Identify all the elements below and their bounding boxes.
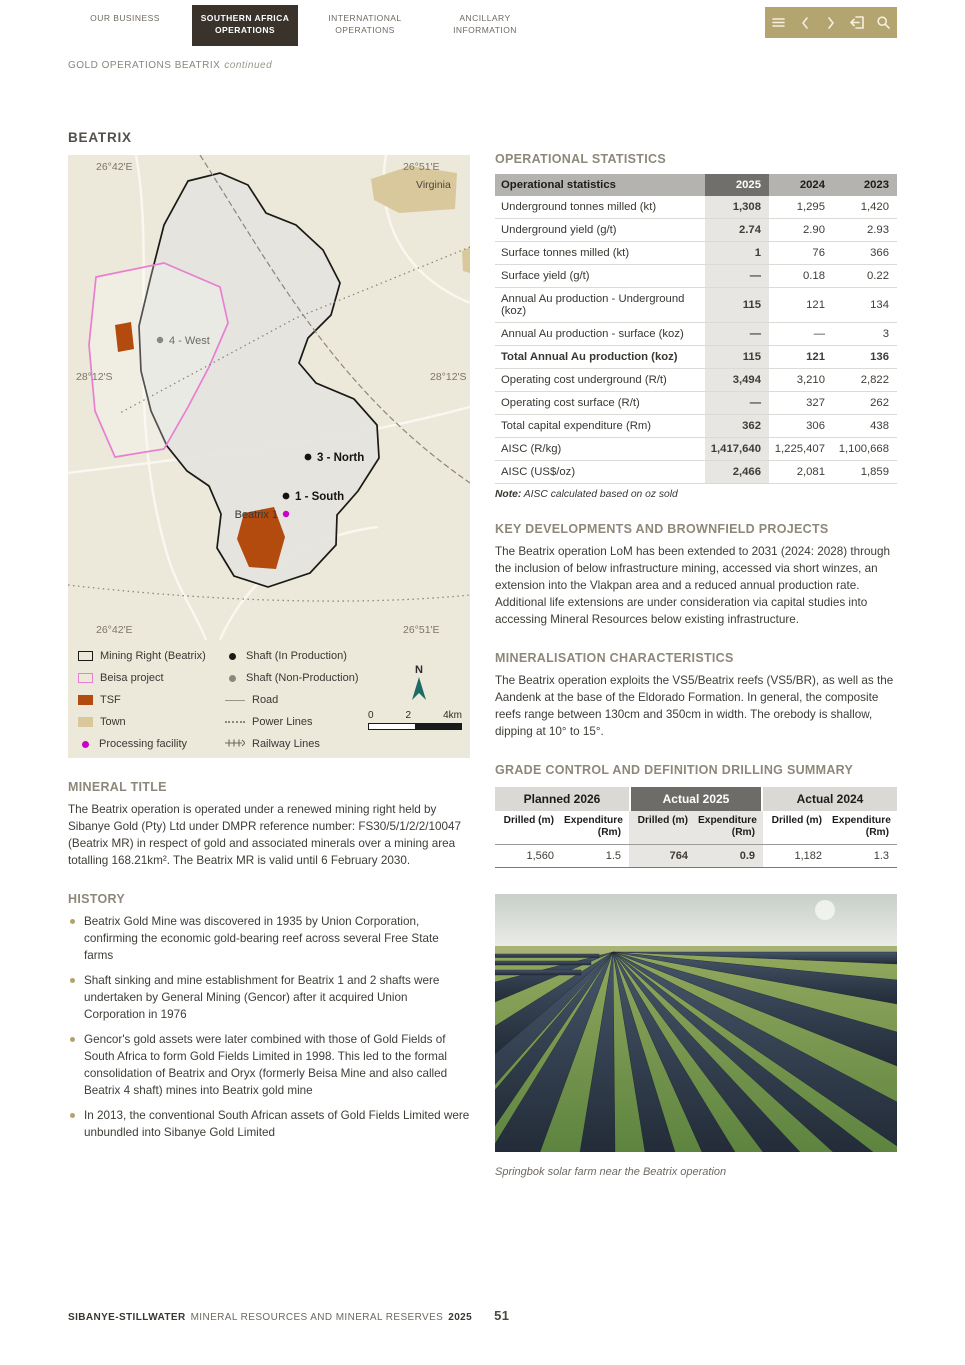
nav-tab-southern-africa-operations[interactable]: SOUTHERN AFRICA OPERATIONS (192, 5, 298, 46)
footer-year: 2025 (448, 1312, 473, 1323)
stats-value-2024: 0.18 (803, 270, 825, 282)
drilling-subcol-drilled: Drilled (m) (629, 811, 696, 845)
bullet-icon (70, 919, 75, 924)
drilling-subcol-expenditure: Expenditure (Rm) (696, 811, 763, 845)
stats-row (495, 438, 897, 461)
shaft-marker-1-south (283, 493, 290, 500)
nav-tab-ancillary-information[interactable]: ANCILLARY INFORMATION (453, 13, 517, 35)
history-list (68, 914, 470, 1142)
stats-note-text: AISC calculated based on oz sold (523, 489, 678, 500)
legend-item-beisa-project (78, 667, 224, 689)
drilling-value: 0.9 (696, 845, 763, 867)
history-text: Shaft sinking and mine establishment for Beatrix 1 and 2 shafts were undertaken by General Mining (Gencor) after it acquired Union Corporation in 1976 (84, 973, 440, 1021)
solar-farm-photo (495, 894, 897, 1157)
legend-label: Shaft (In Production) (246, 650, 347, 662)
section-heading-mineralisation: MINERALISATION CHARACTERISTICS (495, 650, 734, 665)
legend-item-mining-right (78, 645, 224, 667)
drilling-group-planned-2026: Planned 2026 (495, 787, 629, 811)
stats-row-label: Surface yield (g/t) (501, 270, 590, 282)
mining-right-swatch (78, 651, 93, 661)
map-figure (68, 155, 470, 758)
stats-value-2023: 262 (870, 397, 889, 409)
stats-row-label: Operating cost underground (R/t) (501, 374, 667, 386)
stats-value-2025: 115 (705, 288, 769, 322)
stats-header-row (495, 174, 897, 196)
top-navigation (72, 0, 538, 46)
scale-tick-0: 0 (368, 710, 374, 721)
drilling-group-header-row (495, 787, 897, 811)
stats-row (495, 461, 897, 484)
stats-value-2024: 2,081 (796, 466, 825, 478)
stats-value-2023: 134 (870, 299, 889, 311)
solar-farm-photo-image (495, 894, 897, 1152)
breadcrumb-suffix: continued (224, 60, 273, 71)
shaft-label-1-south: 1 - South (295, 491, 345, 503)
shaft-label-3-north: 3 - North (317, 452, 365, 464)
right-column (495, 152, 897, 1178)
legend-item-road (225, 689, 375, 711)
drilling-group-actual-2024: Actual 2024 (763, 787, 897, 811)
history-text: Beatrix Gold Mine was discovered in 1935 by Union Corporation, confirming the economic gold-bearing reef across several Free State farms (84, 914, 439, 962)
legend-label: Road (252, 694, 279, 706)
previous-page-button[interactable] (791, 7, 817, 38)
history-text: Gencor's gold assets were later combined with those of Gold Fields of South Africa to form Gold Fields Limited in 1998. This led to the formal consolidation of Beatrix and Oryx (formerly Beisa Mine and also called Beatrix 4 shaft) mines into Beatrix gold mine (84, 1032, 448, 1097)
legend-item-railway-lines (225, 733, 375, 755)
legend-column-areas (78, 645, 224, 755)
stats-value-2023: 1,100,668 (838, 443, 889, 455)
stats-row (495, 415, 897, 438)
stats-row-label: Surface tonnes milled (kt) (501, 247, 630, 259)
menu-icon (771, 15, 786, 30)
drilling-subcol-drilled: Drilled (m) (771, 814, 822, 826)
stats-value-2025: 3,494 (705, 369, 769, 391)
mineralisation-paragraph: The Beatrix operation exploits the VS5/Beatrix reefs (VS5/BR), as well as the Aandenk at the base of the Eldorado Formation. In general, the composite reefs range between 130cm and 350cm in width. The orebody is shallow, dipping at 10° to 15°. (495, 673, 894, 738)
processing-facility-label: Beatrix 1 (234, 509, 278, 521)
stats-value-2023: 438 (870, 420, 889, 432)
stats-value-2023: 0.22 (867, 270, 889, 282)
page-number: 51 (494, 1308, 510, 1323)
stats-row (495, 323, 897, 346)
scale-bar (368, 710, 462, 730)
search-button[interactable] (871, 7, 897, 38)
breadcrumb (68, 60, 272, 71)
stats-header-2025: 2025 (705, 174, 769, 196)
chevron-right-icon (825, 16, 837, 30)
legend-label: Town (100, 716, 126, 728)
stats-value-2023: 136 (870, 351, 889, 363)
town-area-small (462, 247, 470, 273)
stats-row (495, 392, 897, 415)
photo-sky (495, 894, 897, 952)
nav-tab-our-business[interactable]: OUR BUSINESS (90, 13, 160, 23)
menu-button[interactable] (765, 7, 791, 38)
section-heading-drilling-summary: GRADE CONTROL AND DEFINITION DRILLING SUMMARY (495, 762, 854, 777)
next-page-button[interactable] (818, 7, 844, 38)
stats-value-2025: 2,466 (705, 461, 769, 483)
legend-item-town (78, 711, 224, 733)
scale-segment-black (415, 724, 461, 729)
stats-note-label: Note: (495, 489, 522, 500)
stats-row-label: Underground tonnes milled (kt) (501, 201, 657, 213)
legend-item-shaft-non-production (225, 667, 375, 689)
scale-segment-white (369, 724, 415, 729)
stats-value-2023: 2,822 (860, 374, 889, 386)
history-item (68, 1108, 470, 1142)
map-legend (68, 640, 470, 758)
tsf-area-west (115, 322, 134, 352)
footer-title: MINERAL RESOURCES AND MINERAL RESERVES (190, 1312, 444, 1323)
beatrix-map (68, 155, 470, 640)
stats-value-2023: 1,420 (860, 201, 889, 213)
stats-row-label: Annual Au production - surface (koz) (501, 328, 684, 340)
drilling-subcol-expenditure: Expenditure (Rm) (564, 814, 623, 839)
section-heading-operational-statistics: OPERATIONAL STATISTICS (495, 152, 666, 166)
legend-label: Processing facility (99, 738, 188, 750)
drilling-value: 1,182 (794, 850, 822, 863)
north-arrow (406, 662, 432, 707)
photo-sun-flare (815, 900, 835, 920)
stats-value-2024: 1,225,407 (774, 443, 825, 455)
bullet-icon (70, 1113, 75, 1118)
map-coord-bottom-left: 26°42'E (96, 624, 133, 636)
stats-note (495, 489, 897, 500)
stats-value-2024: 2.90 (803, 224, 825, 236)
history-item (68, 914, 470, 965)
shaft-non-production-swatch (229, 675, 236, 682)
breadcrumb-text: GOLD OPERATIONS BEATRIX (68, 60, 221, 71)
legend-label: TSF (100, 694, 121, 706)
stats-row-label: AISC (US$/oz) (501, 466, 576, 478)
shaft-in-production-swatch (229, 653, 236, 660)
scale-tick-4km: 4km (443, 710, 462, 721)
stats-row (495, 288, 897, 323)
stats-value-2025: 115 (705, 346, 769, 368)
stats-value-2025: — (705, 323, 769, 345)
railway-swatch-icon (225, 738, 245, 748)
legend-item-shaft-in-production (225, 645, 375, 667)
section-heading-mineral-title: MINERAL TITLE (68, 780, 167, 794)
shaft-marker-3-north (305, 454, 312, 461)
search-icon (876, 15, 891, 30)
bullet-icon (70, 978, 75, 983)
processing-facility-swatch (82, 741, 89, 748)
stats-value-2024: 121 (806, 299, 825, 311)
drilling-value: 1.5 (605, 850, 621, 863)
legend-column-symbols (225, 645, 375, 755)
footer (68, 1308, 509, 1323)
legend-item-processing-facility (78, 733, 224, 755)
exit-icon (850, 15, 865, 30)
stats-value-2025: 362 (705, 415, 769, 437)
legend-label: Shaft (Non-Production) (246, 672, 359, 684)
left-column (68, 130, 470, 1150)
stats-value-2024: — (813, 328, 825, 340)
stats-row (495, 196, 897, 219)
stats-row (495, 219, 897, 242)
tsf-swatch (78, 695, 93, 705)
history-text: In 2013, the conventional South African assets of Gold Fields Limited were unbundled into Sibanye Gold Limited (84, 1108, 470, 1139)
stats-value-2024: 1,295 (796, 201, 825, 213)
footer-brand: SIBANYE-STILLWATER (68, 1312, 186, 1323)
stats-row (495, 242, 897, 265)
stats-value-2024: 121 (806, 351, 825, 363)
key-developments-paragraph: The Beatrix operation LoM has been extended to 2031 (2024: 2028) through the inclusion of below infrastructure mining, accessed via short winzes, an extension into the Vlakpan area and a reduced annual production rate. Additional life extensions are under consideration via capital studies into accessing Mineral Resources below existing infrastructure. (495, 545, 891, 626)
stats-value-2024: 306 (806, 420, 825, 432)
stats-value-2025: — (705, 392, 769, 414)
stats-row-label: AISC (R/kg) (501, 443, 562, 455)
toolbar (765, 7, 897, 38)
power-lines-swatch (225, 721, 245, 723)
history-item (68, 1032, 470, 1100)
stats-value-2024: 327 (806, 397, 825, 409)
stats-value-2023: 1,859 (860, 466, 889, 478)
stats-value-2023: 3 (882, 328, 889, 340)
map-coord-top-left: 26°42'E (96, 161, 133, 173)
legend-label: Railway Lines (252, 738, 320, 750)
history-item (68, 973, 470, 1024)
drilling-value: 1,560 (526, 850, 554, 863)
processing-facility-marker (283, 511, 289, 517)
legend-label: Beisa project (100, 672, 164, 684)
north-arrow-icon (406, 662, 432, 704)
return-button[interactable] (844, 7, 870, 38)
scale-labels (368, 710, 462, 721)
stats-value-2025: — (705, 265, 769, 287)
page-title: BEATRIX (68, 130, 132, 145)
map-coord-bottom-right: 26°51'E (403, 624, 440, 636)
stats-value-2025: 1 (705, 242, 769, 264)
stats-header-2023: 2023 (863, 179, 889, 191)
bullet-icon (70, 1037, 75, 1042)
stats-value-2023: 366 (870, 247, 889, 259)
road-swatch (225, 700, 245, 701)
stats-row-label: Total capital expenditure (Rm) (501, 420, 652, 432)
drilling-values-row (495, 845, 897, 868)
stats-row (495, 369, 897, 392)
drilling-group-actual-2025: Actual 2025 (629, 787, 763, 811)
legend-label: Power Lines (252, 716, 313, 728)
section-heading-key-developments: KEY DEVELOPMENTS AND BROWNFIELD PROJECTS (495, 522, 829, 536)
stats-value-2025: 1,417,640 (705, 438, 769, 460)
stats-row-label: Operating cost surface (R/t) (501, 397, 640, 409)
drilling-subcol-expenditure: Expenditure (Rm) (832, 814, 891, 839)
legend-item-tsf (78, 689, 224, 711)
drilling-value: 1.3 (873, 850, 889, 863)
stats-row-label: Total Annual Au production (koz) (501, 351, 678, 363)
legend-label: Mining Right (Beatrix) (100, 650, 206, 662)
drilling-subcol-drilled: Drilled (m) (503, 814, 554, 826)
stats-header-label: Operational statistics (501, 179, 616, 191)
stats-row (495, 265, 897, 288)
map-town-label: Virginia (416, 179, 451, 191)
scale-bar-segments (368, 723, 462, 730)
town-swatch (78, 717, 93, 727)
nav-tab-international-operations[interactable]: INTERNATIONAL OPERATIONS (328, 13, 402, 35)
operational-stats-table (495, 174, 897, 484)
drilling-table (495, 787, 897, 869)
shaft-marker-4-west (157, 337, 163, 343)
legend-item-power-lines (225, 711, 375, 733)
map-coord-mid-left: 28°12'S (76, 371, 113, 383)
drilling-value: 764 (629, 845, 696, 867)
railway-lines-swatch (225, 738, 245, 751)
svg-text:N: N (415, 664, 423, 676)
map-coord-top-right: 26°51'E (403, 161, 440, 173)
stats-row-label: Annual Au production - Underground (koz) (501, 293, 685, 317)
map-coord-mid-right: 28°12'S (430, 371, 467, 383)
stats-row-total (495, 346, 897, 369)
beisa-project-swatch (78, 673, 93, 683)
stats-value-2025: 1,308 (705, 196, 769, 218)
section-heading-history: HISTORY (68, 891, 125, 906)
shaft-label-4-west: 4 - West (169, 335, 210, 347)
stats-row-label: Underground yield (g/t) (501, 224, 617, 236)
stats-header-2024: 2024 (799, 179, 825, 191)
photo-caption: Springbok solar farm near the Beatrix operation (495, 1166, 727, 1179)
stats-value-2025: 2.74 (705, 219, 769, 241)
scale-tick-2: 2 (405, 710, 412, 721)
stats-value-2024: 3,210 (796, 374, 825, 386)
mineral-title-paragraph: The Beatrix operation is operated under a renewed mining right held by Sibanye Gold (Pty) Ltd under DMPR reference number: FS30/5/1/2/2/10047 (Beatrix MR) in respect of gold and associated minerals over a mining area totalling 168.21km². The Beatrix MR is valid until 6 February 2030. (68, 803, 462, 867)
stats-value-2023: 2.93 (867, 224, 889, 236)
stats-value-2024: 76 (812, 247, 825, 259)
drilling-subheader-row (495, 811, 897, 846)
chevron-left-icon (799, 16, 811, 30)
